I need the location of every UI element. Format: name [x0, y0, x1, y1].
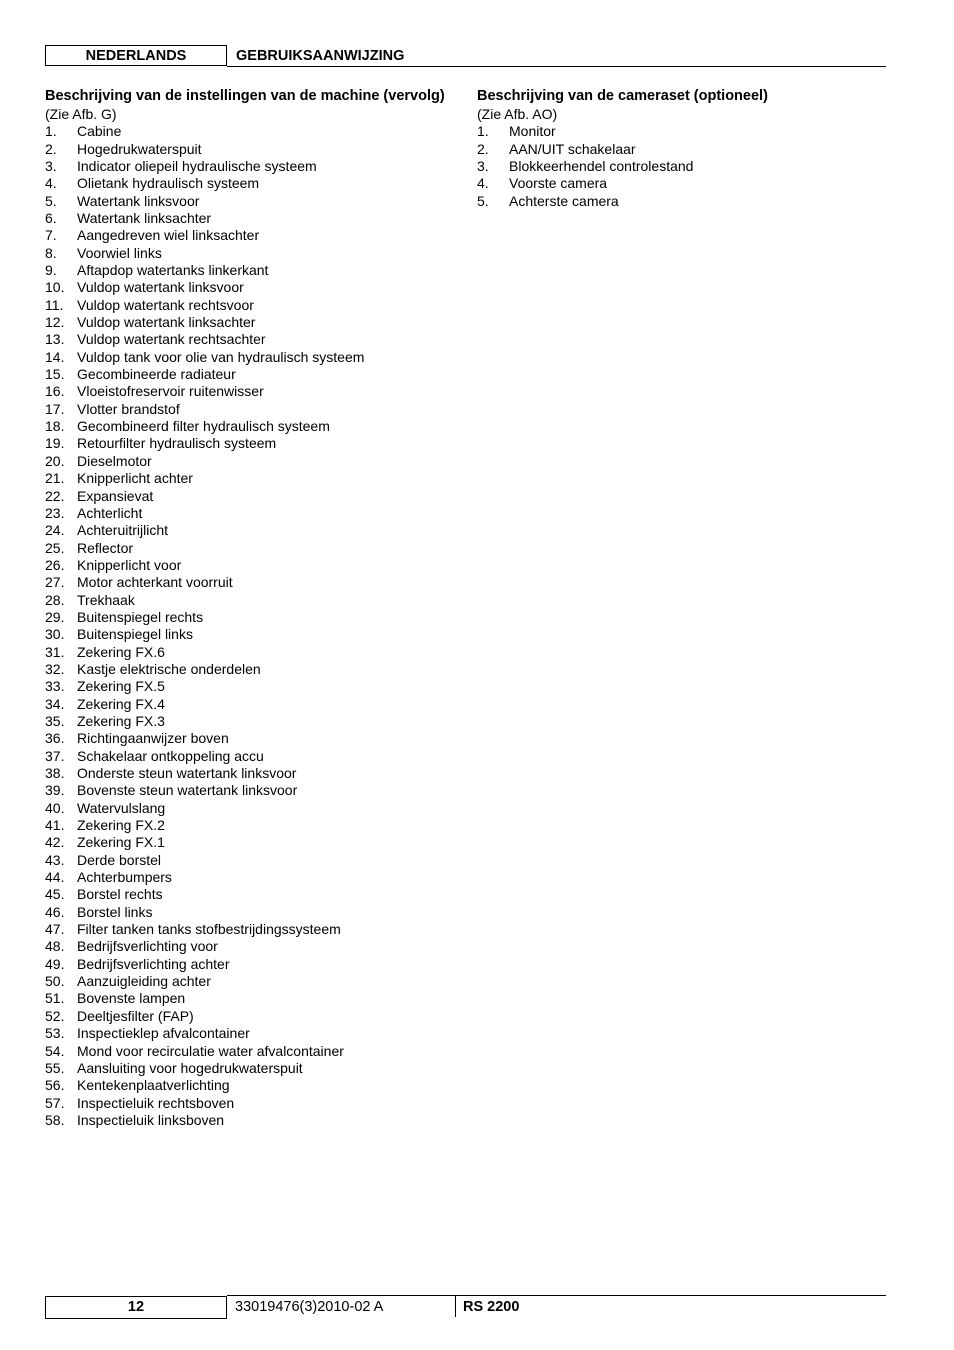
item-text: Trekhaak: [77, 591, 135, 608]
item-text: Knipperlicht voor: [77, 556, 182, 573]
item-number: 18.: [45, 418, 65, 435]
list-item: [45, 574, 445, 591]
list-item: [45, 1112, 445, 1129]
item-text: Motor achterkant voorruit: [77, 574, 233, 591]
item-text: Expansievat: [77, 487, 154, 504]
item-text: Hogedrukwaterspuit: [77, 140, 202, 157]
list-item: [45, 782, 445, 799]
list-item: [45, 557, 445, 574]
item-text: Inspectieluik linksboven: [77, 1111, 225, 1128]
list-item: [45, 869, 445, 886]
left-section: [45, 87, 445, 1129]
item-text: Aangedreven wiel linksachter: [77, 227, 260, 244]
item-text: Cabine: [77, 123, 122, 140]
item-number: 3.: [477, 157, 489, 174]
left-section-title: Beschrijving van de instellingen van de machine (vervolg): [45, 88, 445, 104]
list-item: [45, 661, 445, 678]
item-number: 38.: [45, 765, 65, 782]
list-item: [45, 123, 445, 140]
item-number: 27.: [45, 574, 65, 591]
item-text: Buitenspiegel links: [77, 626, 193, 643]
list-item: [45, 349, 445, 366]
item-number: 25.: [45, 539, 65, 556]
list-item: [45, 505, 445, 522]
item-number: 13.: [45, 331, 65, 348]
item-number: 47.: [45, 921, 65, 938]
right-section-subtitle: (Zie Afb. AO): [477, 106, 558, 122]
item-text: Filter tanken tanks stofbestrijdingssysteem: [77, 921, 341, 938]
item-text: Zekering FX.4: [77, 695, 165, 712]
list-item: [45, 748, 445, 765]
item-text: Achteruitrijlicht: [77, 522, 169, 539]
item-number: 23.: [45, 504, 65, 521]
item-text: Aftapdop watertanks linkerkant: [77, 262, 269, 279]
list-item: [45, 626, 445, 643]
item-text: Buitenspiegel rechts: [77, 608, 204, 625]
item-text: Blokkeerhendel controlestand: [509, 157, 694, 174]
item-text: Kentekenplaatverlichting: [77, 1077, 230, 1094]
list-item: [477, 158, 887, 175]
item-text: Reflector: [77, 539, 134, 556]
item-number: 37.: [45, 747, 65, 764]
item-number: 20.: [45, 452, 65, 469]
item-number: 39.: [45, 782, 65, 799]
list-item: [45, 800, 445, 817]
left-section-subtitle: (Zie Afb. G): [45, 106, 117, 122]
item-text: Retourfilter hydraulisch systeem: [77, 435, 277, 452]
item-text: Zekering FX.5: [77, 678, 165, 695]
item-text: Deeltjesfilter (FAP): [77, 1007, 194, 1024]
item-number: 15.: [45, 366, 65, 383]
item-number: 16.: [45, 383, 65, 400]
item-number: 42.: [45, 834, 65, 851]
list-item: [45, 210, 445, 227]
item-text: Bedrijfsverlichting achter: [77, 955, 230, 972]
list-item: [45, 1077, 445, 1094]
item-text: AAN/UIT schakelaar: [509, 140, 636, 157]
item-text: Aanzuigleiding achter: [77, 973, 211, 990]
item-number: 4.: [477, 175, 489, 192]
list-item: [45, 852, 445, 869]
list-item: [45, 158, 445, 175]
right-section-title: Beschrijving van de cameraset (optioneel): [477, 88, 768, 104]
item-number: 9.: [45, 262, 57, 279]
list-item: [477, 141, 887, 158]
item-text: Vuldop watertank linksachter: [77, 314, 256, 331]
item-text: Monitor: [509, 123, 556, 140]
item-text: Achterste camera: [509, 192, 619, 209]
item-text: Zekering FX.1: [77, 834, 165, 851]
item-number: 7.: [45, 227, 57, 244]
list-item: [45, 938, 445, 955]
item-number: 10.: [45, 279, 65, 296]
item-number: 14.: [45, 348, 65, 365]
item-number: 50.: [45, 973, 65, 990]
list-item: [45, 834, 445, 851]
list-item: [45, 488, 445, 505]
item-number: 4.: [45, 175, 57, 192]
list-item: [45, 1025, 445, 1042]
list-item: [45, 713, 445, 730]
list-item: [45, 331, 445, 348]
list-item: [45, 1095, 445, 1112]
item-number: 19.: [45, 435, 65, 452]
item-number: 5.: [477, 192, 489, 209]
item-number: 34.: [45, 695, 65, 712]
item-number: 28.: [45, 591, 65, 608]
list-item: [45, 765, 445, 782]
item-text: Vuldop watertank rechtsvoor: [77, 296, 254, 313]
list-item: [45, 418, 445, 435]
list-item: [45, 175, 445, 192]
list-item: [45, 383, 445, 400]
list-item: [45, 435, 445, 452]
item-text: Bedrijfsverlichting voor: [77, 938, 218, 955]
list-item: [45, 730, 445, 747]
list-item: [45, 609, 445, 626]
item-number: 54.: [45, 1042, 65, 1059]
item-number: 22.: [45, 487, 65, 504]
list-item: [45, 540, 445, 557]
page-number: 12: [127, 1299, 145, 1315]
list-item: [45, 956, 445, 973]
item-text: Achterlicht: [77, 504, 143, 521]
item-number: 17.: [45, 400, 65, 417]
item-text: Voorwiel links: [77, 244, 162, 261]
item-text: Indicator oliepeil hydraulische systeem: [77, 157, 317, 174]
item-number: 40.: [45, 799, 65, 816]
item-number: 2.: [45, 140, 57, 157]
list-item: [45, 366, 445, 383]
list-item: [45, 678, 445, 695]
item-text: Watertank linksachter: [77, 210, 212, 227]
item-text: Olietank hydraulisch systeem: [77, 175, 260, 192]
item-number: 44.: [45, 869, 65, 886]
header-language: NEDERLANDS: [85, 48, 187, 64]
item-number: 6.: [45, 210, 57, 227]
item-text: Bovenste lampen: [77, 990, 186, 1007]
item-text: Vuldop watertank rechtsachter: [77, 331, 266, 348]
item-text: Inspectieklep afvalcontainer: [77, 1025, 250, 1042]
list-item: [45, 921, 445, 938]
list-item: [45, 262, 445, 279]
item-number: 57.: [45, 1094, 65, 1111]
item-number: 24.: [45, 522, 65, 539]
item-text: Bovenste steun watertank linksvoor: [77, 782, 298, 799]
item-text: Inspectieluik rechtsboven: [77, 1094, 235, 1111]
right-section: [477, 87, 887, 210]
list-item: [45, 401, 445, 418]
item-text: Richtingaanwijzer boven: [77, 730, 229, 747]
item-text: Watervulslang: [77, 799, 166, 816]
list-item: [477, 123, 887, 140]
item-text: Zekering FX.2: [77, 817, 165, 834]
list-item: [45, 973, 445, 990]
item-text: Zekering FX.3: [77, 712, 165, 729]
list-item: [45, 1008, 445, 1025]
list-item: [45, 1043, 445, 1060]
item-text: Zekering FX.6: [77, 643, 165, 660]
list-item: [45, 522, 445, 539]
document-code: 33019476(3)2010-02 A: [235, 1299, 384, 1315]
item-text: Mond voor recirculatie water afvalcontainer: [77, 1042, 344, 1059]
item-text: Gecombineerde radiateur: [77, 366, 236, 383]
item-number: 5.: [45, 192, 57, 209]
list-item: [45, 297, 445, 314]
item-number: 30.: [45, 626, 65, 643]
item-number: 35.: [45, 712, 65, 729]
list-item: [45, 644, 445, 661]
item-number: 26.: [45, 556, 65, 573]
item-number: 53.: [45, 1025, 65, 1042]
list-item: [45, 245, 445, 262]
item-text: Borstel links: [77, 903, 153, 920]
list-item: [477, 175, 887, 192]
item-text: Kastje elektrische onderdelen: [77, 660, 261, 677]
list-item: [45, 453, 445, 470]
item-number: 11.: [45, 296, 64, 313]
list-item: [45, 193, 445, 210]
item-text: Achterbumpers: [77, 869, 172, 886]
item-number: 55.: [45, 1059, 65, 1076]
item-number: 41.: [45, 817, 65, 834]
list-item: [45, 279, 445, 296]
list-item: [45, 817, 445, 834]
item-text: Aansluiting voor hogedrukwaterspuit: [77, 1059, 303, 1076]
item-text: Vloeistofreservoir ruitenwisser: [77, 383, 264, 400]
item-text: Borstel rechts: [77, 886, 163, 903]
header-doc-type: GEBRUIKSAANWIJZING: [236, 48, 405, 64]
item-number: 21.: [45, 470, 65, 487]
item-number: 12.: [45, 314, 65, 331]
item-text: Knipperlicht achter: [77, 470, 193, 487]
footer-rule: [227, 1295, 886, 1296]
item-number: 51.: [45, 990, 65, 1007]
item-text: Watertank linksvoor: [77, 192, 200, 209]
item-number: 58.: [45, 1111, 65, 1128]
right-item-list: [477, 123, 887, 210]
item-text: Dieselmotor: [77, 452, 152, 469]
list-item: [45, 592, 445, 609]
list-item: [45, 696, 445, 713]
item-text: Onderste steun watertank linksvoor: [77, 765, 297, 782]
item-number: 3.: [45, 157, 57, 174]
item-text: Voorste camera: [509, 175, 608, 192]
list-item: [45, 886, 445, 903]
list-item: [45, 1060, 445, 1077]
list-item: [45, 227, 445, 244]
item-number: 49.: [45, 955, 65, 972]
item-number: 1.: [45, 123, 57, 140]
item-number: 43.: [45, 851, 65, 868]
item-number: 8.: [45, 244, 57, 261]
item-number: 46.: [45, 903, 65, 920]
item-text: Vlotter brandstof: [77, 400, 180, 417]
item-text: Schakelaar ontkoppeling accu: [77, 747, 264, 764]
list-item: [45, 990, 445, 1007]
item-number: 1.: [477, 123, 489, 140]
item-number: 32.: [45, 660, 65, 677]
item-number: 33.: [45, 678, 65, 695]
item-number: 2.: [477, 140, 489, 157]
item-number: 52.: [45, 1007, 65, 1024]
item-text: Gecombineerd filter hydraulisch systeem: [77, 418, 330, 435]
item-number: 36.: [45, 730, 65, 747]
list-item: [45, 314, 445, 331]
model-name: RS 2200: [463, 1299, 520, 1315]
list-item: [45, 904, 445, 921]
item-number: 45.: [45, 886, 65, 903]
item-number: 29.: [45, 608, 65, 625]
item-number: 31.: [45, 643, 65, 660]
item-text: Derde borstel: [77, 851, 162, 868]
item-number: 48.: [45, 938, 65, 955]
list-item: [45, 141, 445, 158]
list-item: [477, 193, 887, 210]
item-text: Vuldop watertank linksvoor: [77, 279, 244, 296]
header-rule: [227, 66, 886, 67]
item-number: 56.: [45, 1077, 65, 1094]
left-item-list: [45, 123, 445, 1129]
item-text: Vuldop tank voor olie van hydraulisch systeem: [77, 348, 365, 365]
footer-divider: [455, 1295, 456, 1317]
list-item: [45, 470, 445, 487]
